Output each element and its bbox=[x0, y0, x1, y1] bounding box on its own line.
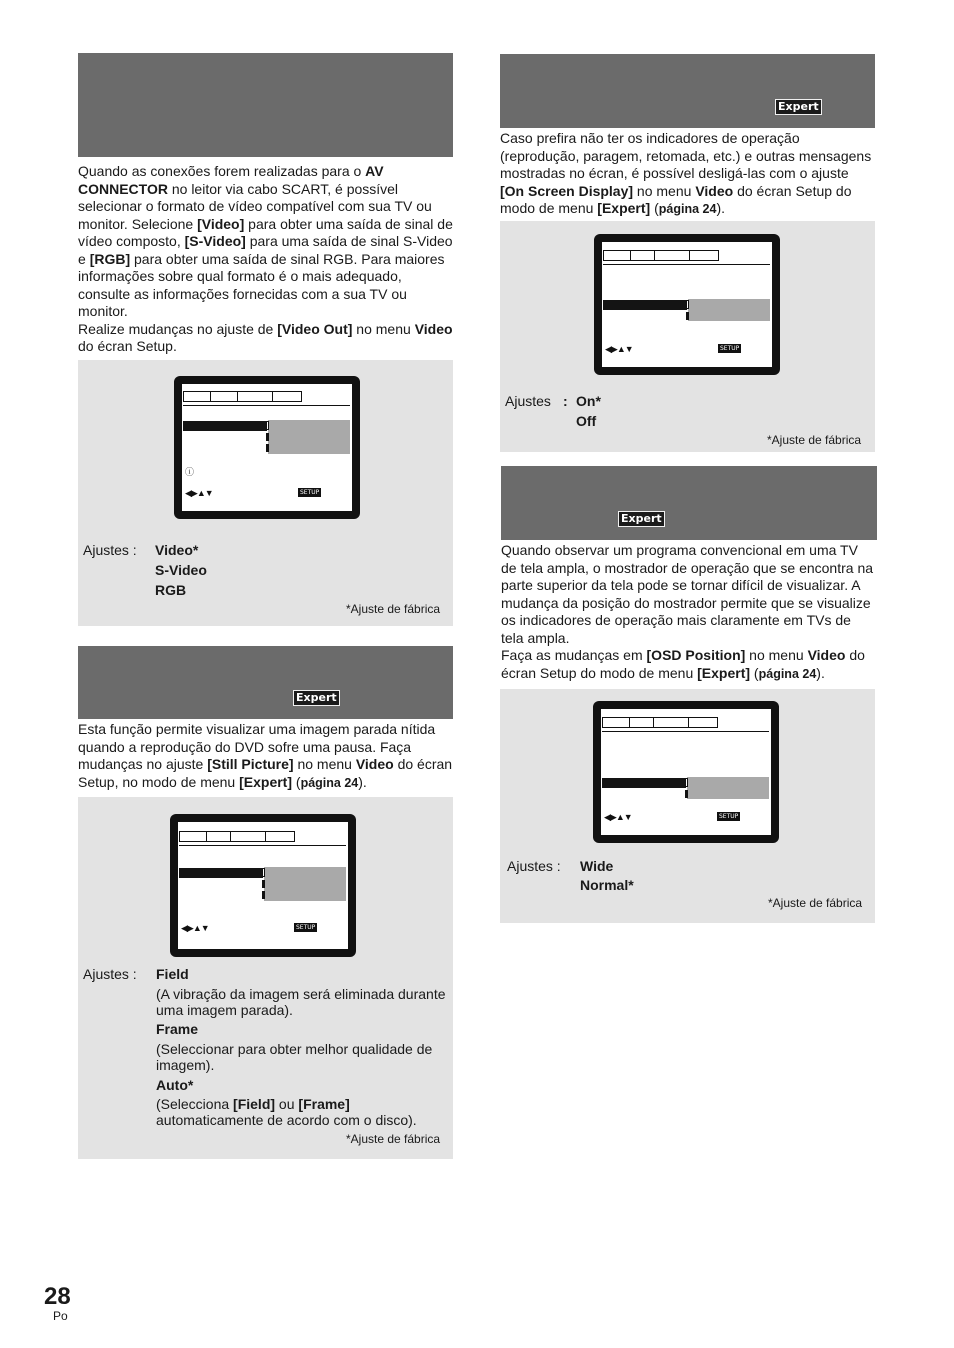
setting-value: Normal* bbox=[580, 877, 634, 893]
setup-button-icon: SETUP bbox=[720, 345, 740, 352]
section-header-osd-position bbox=[501, 466, 877, 540]
setting-value: On* bbox=[576, 393, 601, 409]
still-picture-description: Esta função permite visualizar uma imagem parada nítida quando a reprodução do DVD sofre uma pausa. Faça mudanças no ajuste [Still Picture] no menu Video do écran Setup, no modo de menu [Expert] (página 24). bbox=[78, 721, 453, 790]
setup-button-icon: SETUP bbox=[296, 924, 316, 931]
settings-label: Ajustes bbox=[505, 393, 551, 409]
options-box bbox=[688, 299, 770, 321]
setup-screen-illustration bbox=[174, 376, 360, 519]
setting-description: (A vibração da imagem será eliminada durante uma imagem parada). bbox=[156, 986, 446, 1018]
selected-row bbox=[179, 868, 263, 878]
section-header-video-out bbox=[78, 53, 453, 157]
section-header-still-picture bbox=[78, 646, 453, 719]
page-number: 28 bbox=[44, 1283, 71, 1310]
settings-label: Ajustes : bbox=[83, 966, 137, 982]
setup-screen-illustration bbox=[170, 814, 356, 957]
menu-tabs bbox=[183, 391, 301, 402]
setting-value: Field bbox=[156, 966, 189, 982]
setup-screen-illustration bbox=[594, 234, 780, 375]
setting-description: (Selecciona [Field] ou [Frame] automaticamente de acordo com o disco). bbox=[156, 1096, 417, 1128]
settings-label: Ajustes : bbox=[507, 858, 561, 874]
info-icon: ⓘ bbox=[185, 467, 195, 477]
factory-default-note: *Ajuste de fábrica bbox=[768, 896, 863, 910]
expert-badge: Expert bbox=[618, 511, 665, 527]
still-picture-settings-box bbox=[78, 797, 453, 1159]
video-out-description: Quando as conexões forem realizadas para o AV CONNECTOR no leitor via cabo SCART, é possível selecionar o formato de vídeo compatível com sua TV ou monitor. Selecione [Video] para obter uma saída de sinal de vídeo composto, [S-Video] para uma saída de sinal S-Video e [RGB] para obter uma saída de sinal RGB. Para maiores informações sobre qual formato é o mais adequado, consulte as informações fornecidas com a sua TV ou monitor. Realize mudanças no ajuste de [Video Out] no menu Video do écran Setup. bbox=[78, 163, 453, 354]
selected-row bbox=[183, 421, 267, 431]
options-box bbox=[264, 867, 346, 901]
setting-value: Video* bbox=[155, 542, 199, 558]
expert-badge: Expert bbox=[293, 690, 340, 706]
arrow-keys-icon: ◀▶▲▼ bbox=[605, 344, 633, 354]
osd-position-description: Quando observar um programa convencional em uma TV de tela ampla, o mostrador de operação que se encontra na parte superior da tela pode se tornar difícil de visualizar. A mudança da posição do mostrador permite que se visualize os indicadores de operação mais claramente em TVs de tela ampla. Faça as mudanças em [OSD Position] no menu Video do écran Setup do modo de menu [Expert] (página 24). bbox=[501, 542, 874, 681]
factory-default-note: *Ajuste de fábrica bbox=[767, 433, 862, 447]
arrow-keys-icon: ◀▶▲▼ bbox=[604, 812, 632, 822]
osd-position-settings-box bbox=[500, 689, 875, 923]
factory-default-note: *Ajuste de fábrica bbox=[346, 1132, 441, 1146]
setup-screen-illustration bbox=[593, 701, 779, 843]
menu-tabs bbox=[602, 717, 717, 728]
factory-default-note: *Ajuste de fábrica bbox=[346, 602, 441, 616]
menu-tabs bbox=[603, 250, 718, 261]
page-language: Po bbox=[53, 1309, 68, 1323]
arrow-keys-icon: ◀▶▲▼ bbox=[181, 923, 209, 933]
setup-button-icon: SETUP bbox=[719, 813, 739, 820]
selected-row bbox=[602, 778, 686, 788]
setting-value: RGB bbox=[155, 582, 187, 598]
expert-badge: Expert bbox=[775, 99, 822, 115]
options-box bbox=[268, 420, 350, 454]
setting-value: Auto* bbox=[156, 1077, 194, 1093]
on-screen-display-settings-box bbox=[500, 221, 875, 452]
setting-value: Frame bbox=[156, 1021, 199, 1037]
setting-value: Wide bbox=[580, 858, 614, 874]
settings-label: Ajustes : bbox=[83, 542, 137, 558]
setting-value: Off bbox=[576, 413, 597, 429]
setting-value: S-Video bbox=[155, 562, 207, 578]
setup-button-icon: SETUP bbox=[300, 489, 320, 496]
section-header-on-screen-display bbox=[500, 54, 875, 128]
menu-tabs bbox=[179, 831, 294, 842]
options-box bbox=[687, 777, 769, 799]
on-screen-display-description: Caso prefira não ter os indicadores de operação (reprodução, paragem, retomada, etc.) e outras mensagens mostradas no écran, é possível desligá-las com o ajuste [On Screen Display] no menu Video do écran Setup do modo de menu [Expert] (página 24). bbox=[500, 130, 872, 216]
settings-colon: : bbox=[563, 393, 568, 409]
setting-description: (Seleccionar para obter melhor qualidade de imagem). bbox=[156, 1041, 433, 1073]
arrow-keys-icon: ◀▶▲▼ bbox=[185, 488, 213, 498]
video-out-settings-box bbox=[78, 360, 453, 626]
selected-row bbox=[603, 300, 687, 310]
